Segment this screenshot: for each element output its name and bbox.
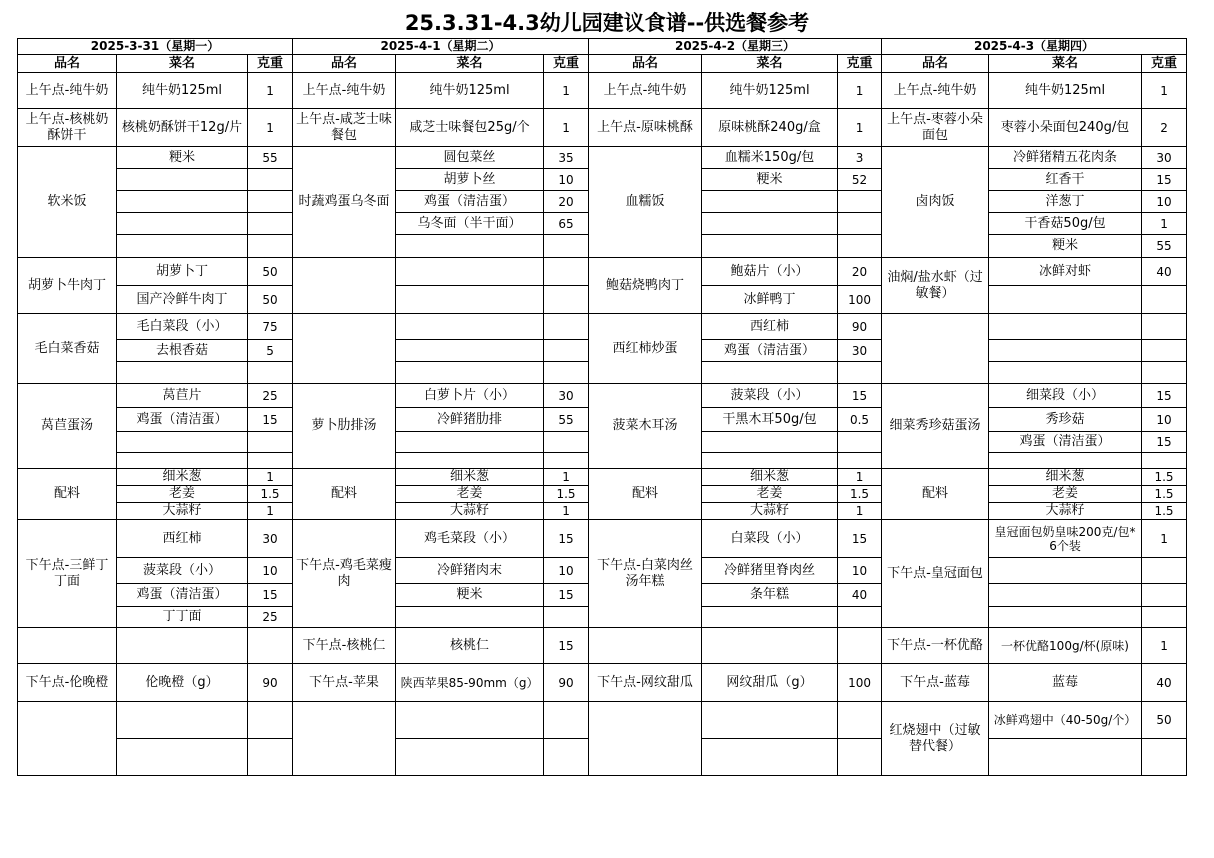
ingredient: 大蒜籽 bbox=[989, 503, 1142, 520]
weight: 5 bbox=[248, 340, 293, 362]
ingredient: 冷鲜猪精五花肉条 bbox=[989, 147, 1142, 169]
weight: 1.5 bbox=[1142, 503, 1187, 520]
weight: 90 bbox=[838, 314, 882, 340]
weight: 1 bbox=[1142, 520, 1187, 558]
empty-cell bbox=[838, 607, 882, 628]
ingredient: 冰鲜鸡翅中（40-50g/个） bbox=[989, 702, 1142, 739]
empty-cell bbox=[1142, 286, 1187, 314]
dish-name: 配料 bbox=[18, 469, 117, 520]
empty-cell bbox=[838, 453, 882, 469]
weight: 10 bbox=[544, 558, 589, 584]
dish-name: 下午点-白菜肉丝汤年糕 bbox=[589, 520, 702, 628]
empty-cell bbox=[396, 314, 544, 340]
dish-name: 萝卜肋排汤 bbox=[293, 384, 396, 469]
ingredient: 鸡蛋（清洁蛋） bbox=[989, 432, 1142, 453]
day-header: 2025-4-3（星期四） bbox=[882, 39, 1187, 55]
ingredient: 鲍菇片（小） bbox=[702, 258, 838, 286]
empty-cell bbox=[396, 739, 544, 776]
weight: 52 bbox=[838, 169, 882, 191]
menu-table bbox=[17, 38, 1187, 776]
ingredient: 鸡蛋（清洁蛋） bbox=[702, 340, 838, 362]
empty-cell bbox=[248, 628, 293, 664]
dish-name: 下午点-皇冠面包 bbox=[882, 520, 989, 628]
weight: 15 bbox=[838, 384, 882, 408]
weight: 1 bbox=[544, 73, 589, 109]
empty-cell bbox=[544, 235, 589, 258]
empty-cell bbox=[702, 607, 838, 628]
weight: 0.5 bbox=[838, 408, 882, 432]
empty-cell bbox=[18, 702, 117, 776]
col-header-ke: 克重 bbox=[544, 55, 589, 73]
ingredient: 粳米 bbox=[117, 147, 248, 169]
weight: 1 bbox=[248, 109, 293, 147]
dish-name: 胡萝卜牛肉丁 bbox=[18, 258, 117, 314]
empty-cell bbox=[293, 314, 396, 384]
empty-cell bbox=[702, 702, 838, 739]
weight: 1 bbox=[248, 469, 293, 486]
weight: 10 bbox=[838, 558, 882, 584]
ingredient: 老姜 bbox=[117, 486, 248, 503]
weight: 30 bbox=[248, 520, 293, 558]
weight: 30 bbox=[838, 340, 882, 362]
ingredient: 大蒜籽 bbox=[702, 503, 838, 520]
ingredient: 纯牛奶125ml bbox=[989, 73, 1142, 109]
empty-cell bbox=[589, 702, 702, 776]
weight: 1 bbox=[544, 469, 589, 486]
dish-name: 配料 bbox=[293, 469, 396, 520]
day-header: 2025-3-31（星期一） bbox=[18, 39, 293, 55]
ingredient: 莴苣片 bbox=[117, 384, 248, 408]
ingredient: 粳米 bbox=[396, 584, 544, 607]
weight: 1 bbox=[838, 73, 882, 109]
ingredient: 一杯优酪100g/杯(原味) bbox=[989, 628, 1142, 664]
ingredient: 菠菜段（小） bbox=[702, 384, 838, 408]
empty-cell bbox=[989, 558, 1142, 584]
dish-name: 西红柿炒蛋 bbox=[589, 314, 702, 384]
empty-cell bbox=[702, 191, 838, 213]
empty-cell bbox=[1142, 607, 1187, 628]
weight: 1.5 bbox=[544, 486, 589, 503]
ingredient: 干黑木耳50g/包 bbox=[702, 408, 838, 432]
empty-cell bbox=[248, 362, 293, 384]
ingredient: 去根香菇 bbox=[117, 340, 248, 362]
empty-cell bbox=[544, 340, 589, 362]
dish-name: 油焖/盐水虾（过敏餐） bbox=[882, 258, 989, 314]
ingredient: 鸡蛋（清洁蛋） bbox=[117, 408, 248, 432]
dish-name: 红烧翅中（过敏替代餐） bbox=[882, 702, 989, 776]
weight: 25 bbox=[248, 384, 293, 408]
weight: 90 bbox=[248, 664, 293, 702]
empty-cell bbox=[838, 191, 882, 213]
empty-cell bbox=[544, 607, 589, 628]
empty-cell bbox=[117, 739, 248, 776]
empty-cell bbox=[117, 702, 248, 739]
weight: 50 bbox=[1142, 702, 1187, 739]
ingredient: 网纹甜瓜（g） bbox=[702, 664, 838, 702]
dish-name: 下午点-伦晚橙 bbox=[18, 664, 117, 702]
empty-cell bbox=[18, 628, 117, 664]
ingredient: 咸芝士味餐包25g/个 bbox=[396, 109, 544, 147]
dish-name: 菠菜木耳汤 bbox=[589, 384, 702, 469]
ingredient: 纯牛奶125ml bbox=[396, 73, 544, 109]
weight: 1 bbox=[248, 73, 293, 109]
empty-cell bbox=[544, 702, 589, 739]
ingredient: 白菜段（小） bbox=[702, 520, 838, 558]
ingredient: 粳米 bbox=[989, 235, 1142, 258]
weight: 1 bbox=[544, 109, 589, 147]
weight: 10 bbox=[544, 169, 589, 191]
empty-cell bbox=[396, 607, 544, 628]
weight: 15 bbox=[1142, 169, 1187, 191]
empty-cell bbox=[396, 235, 544, 258]
weight: 75 bbox=[248, 314, 293, 340]
dish-name: 配料 bbox=[882, 469, 989, 520]
ingredient: 皇冠面包奶皇味200克/包*6个装 bbox=[989, 520, 1142, 558]
col-header-pin: 品名 bbox=[882, 55, 989, 73]
dish-name: 鲍菇烧鸭肉丁 bbox=[589, 258, 702, 314]
weight: 1.5 bbox=[1142, 469, 1187, 486]
ingredient: 西红柿 bbox=[702, 314, 838, 340]
weight: 2 bbox=[1142, 109, 1187, 147]
empty-cell bbox=[396, 286, 544, 314]
ingredient: 西红柿 bbox=[117, 520, 248, 558]
empty-cell bbox=[117, 169, 248, 191]
weight: 65 bbox=[544, 213, 589, 235]
empty-cell bbox=[248, 169, 293, 191]
weight: 1.5 bbox=[838, 486, 882, 503]
empty-cell bbox=[589, 628, 702, 664]
ingredient: 核桃奶酥饼干12g/片 bbox=[117, 109, 248, 147]
empty-cell bbox=[838, 213, 882, 235]
weight: 10 bbox=[248, 558, 293, 584]
weight: 10 bbox=[1142, 408, 1187, 432]
empty-cell bbox=[117, 453, 248, 469]
dish-name: 上午点-咸芝士味餐包 bbox=[293, 109, 396, 147]
weight: 1 bbox=[248, 503, 293, 520]
empty-cell bbox=[989, 314, 1142, 340]
empty-cell bbox=[248, 453, 293, 469]
dish-name: 下午点-苹果 bbox=[293, 664, 396, 702]
empty-cell bbox=[882, 314, 989, 384]
ingredient: 陕西苹果85-90mm（g） bbox=[396, 664, 544, 702]
empty-cell bbox=[838, 702, 882, 739]
ingredient: 鸡蛋（清洁蛋） bbox=[396, 191, 544, 213]
empty-cell bbox=[396, 258, 544, 286]
ingredient: 纯牛奶125ml bbox=[702, 73, 838, 109]
dish-name: 上午点-纯牛奶 bbox=[293, 73, 396, 109]
empty-cell bbox=[544, 314, 589, 340]
ingredient: 冷鲜猪肋排 bbox=[396, 408, 544, 432]
empty-cell bbox=[293, 702, 396, 776]
empty-cell bbox=[396, 432, 544, 453]
ingredient: 老姜 bbox=[702, 486, 838, 503]
ingredient: 条年糕 bbox=[702, 584, 838, 607]
weight: 1.5 bbox=[1142, 486, 1187, 503]
empty-cell bbox=[396, 340, 544, 362]
weight: 55 bbox=[248, 147, 293, 169]
weight: 55 bbox=[1142, 235, 1187, 258]
dish-name: 下午点-蓝莓 bbox=[882, 664, 989, 702]
ingredient: 冰鲜对虾 bbox=[989, 258, 1142, 286]
ingredient: 细米葱 bbox=[396, 469, 544, 486]
empty-cell bbox=[702, 432, 838, 453]
dish-name: 下午点-鸡毛菜瘦肉 bbox=[293, 520, 396, 628]
weight: 1 bbox=[838, 469, 882, 486]
ingredient: 原味桃酥240g/盒 bbox=[702, 109, 838, 147]
weight: 40 bbox=[1142, 258, 1187, 286]
ingredient: 胡萝卜丁 bbox=[117, 258, 248, 286]
weight: 3 bbox=[838, 147, 882, 169]
col-header-pin: 品名 bbox=[589, 55, 702, 73]
empty-cell bbox=[989, 584, 1142, 607]
ingredient: 冷鲜猪里脊肉丝 bbox=[702, 558, 838, 584]
empty-cell bbox=[117, 628, 248, 664]
dish-name: 细菜秀珍菇蛋汤 bbox=[882, 384, 989, 469]
ingredient: 粳米 bbox=[702, 169, 838, 191]
dish-name: 配料 bbox=[589, 469, 702, 520]
ingredient: 大蒜籽 bbox=[117, 503, 248, 520]
ingredient: 大蒜籽 bbox=[396, 503, 544, 520]
empty-cell bbox=[989, 739, 1142, 776]
ingredient: 鸡蛋（清洁蛋） bbox=[117, 584, 248, 607]
weight: 25 bbox=[248, 607, 293, 628]
empty-cell bbox=[396, 362, 544, 384]
dish-name: 上午点-原味桃酥 bbox=[589, 109, 702, 147]
ingredient: 干香菇50g/包 bbox=[989, 213, 1142, 235]
dish-name: 下午点-核桃仁 bbox=[293, 628, 396, 664]
empty-cell bbox=[989, 286, 1142, 314]
weight: 40 bbox=[838, 584, 882, 607]
empty-cell bbox=[838, 362, 882, 384]
ingredient: 细米葱 bbox=[989, 469, 1142, 486]
empty-cell bbox=[117, 432, 248, 453]
dish-name: 上午点-核桃奶酥饼干 bbox=[18, 109, 117, 147]
empty-cell bbox=[544, 453, 589, 469]
weight: 15 bbox=[1142, 432, 1187, 453]
weight: 15 bbox=[544, 520, 589, 558]
col-header-ke: 克重 bbox=[838, 55, 882, 73]
empty-cell bbox=[248, 191, 293, 213]
dish-name: 时蔬鸡蛋乌冬面 bbox=[293, 147, 396, 258]
empty-cell bbox=[989, 453, 1142, 469]
ingredient: 丁丁面 bbox=[117, 607, 248, 628]
col-header-cai: 菜名 bbox=[989, 55, 1142, 73]
weight: 90 bbox=[544, 664, 589, 702]
col-header-cai: 菜名 bbox=[396, 55, 544, 73]
weight: 35 bbox=[544, 147, 589, 169]
weight: 15 bbox=[544, 628, 589, 664]
ingredient: 蓝莓 bbox=[989, 664, 1142, 702]
ingredient: 老姜 bbox=[396, 486, 544, 503]
empty-cell bbox=[702, 213, 838, 235]
col-header-pin: 品名 bbox=[293, 55, 396, 73]
empty-cell bbox=[1142, 314, 1187, 340]
dish-name: 上午点-纯牛奶 bbox=[589, 73, 702, 109]
dish-name: 莴苣蛋汤 bbox=[18, 384, 117, 469]
weight: 100 bbox=[838, 286, 882, 314]
empty-cell bbox=[838, 628, 882, 664]
empty-cell bbox=[702, 235, 838, 258]
empty-cell bbox=[544, 258, 589, 286]
dish-name: 下午点-一杯优酪 bbox=[882, 628, 989, 664]
weight: 1 bbox=[544, 503, 589, 520]
weight: 50 bbox=[248, 286, 293, 314]
weight: 15 bbox=[544, 584, 589, 607]
empty-cell bbox=[838, 432, 882, 453]
weight: 1 bbox=[1142, 628, 1187, 664]
weight: 1.5 bbox=[248, 486, 293, 503]
weight: 1 bbox=[1142, 73, 1187, 109]
dish-name: 下午点-网纹甜瓜 bbox=[589, 664, 702, 702]
empty-cell bbox=[1142, 584, 1187, 607]
ingredient: 洋葱丁 bbox=[989, 191, 1142, 213]
empty-cell bbox=[396, 702, 544, 739]
empty-cell bbox=[117, 191, 248, 213]
weight: 20 bbox=[838, 258, 882, 286]
empty-cell bbox=[989, 607, 1142, 628]
ingredient: 红香干 bbox=[989, 169, 1142, 191]
day-header: 2025-4-1（星期二） bbox=[293, 39, 589, 55]
ingredient: 细米葱 bbox=[117, 469, 248, 486]
empty-cell bbox=[989, 362, 1142, 384]
empty-cell bbox=[702, 628, 838, 664]
weight: 100 bbox=[838, 664, 882, 702]
col-header-ke: 克重 bbox=[1142, 55, 1187, 73]
empty-cell bbox=[702, 453, 838, 469]
dish-name: 软米饭 bbox=[18, 147, 117, 258]
empty-cell bbox=[1142, 453, 1187, 469]
page-title: 25.3.31-4.3幼儿园建议食谱--供选餐参考 bbox=[404, 11, 810, 35]
dish-name: 血糯饭 bbox=[589, 147, 702, 258]
empty-cell bbox=[838, 235, 882, 258]
day-header: 2025-4-2（星期三） bbox=[589, 39, 882, 55]
dish-name: 下午点-三鲜丁丁面 bbox=[18, 520, 117, 628]
empty-cell bbox=[248, 702, 293, 739]
dish-name: 上午点-纯牛奶 bbox=[882, 73, 989, 109]
empty-cell bbox=[248, 432, 293, 453]
dish-name: 毛白菜香菇 bbox=[18, 314, 117, 384]
empty-cell bbox=[544, 432, 589, 453]
ingredient: 伦晚橙（g） bbox=[117, 664, 248, 702]
weight: 15 bbox=[248, 408, 293, 432]
ingredient: 毛白菜段（小） bbox=[117, 314, 248, 340]
empty-cell bbox=[1142, 558, 1187, 584]
empty-cell bbox=[117, 362, 248, 384]
weight: 15 bbox=[248, 584, 293, 607]
empty-cell bbox=[1142, 340, 1187, 362]
empty-cell bbox=[544, 739, 589, 776]
ingredient: 乌冬面（半干面） bbox=[396, 213, 544, 235]
weight: 30 bbox=[1142, 147, 1187, 169]
empty-cell bbox=[702, 739, 838, 776]
col-header-cai: 菜名 bbox=[702, 55, 838, 73]
ingredient: 核桃仁 bbox=[396, 628, 544, 664]
ingredient: 血糯米150g/包 bbox=[702, 147, 838, 169]
weight: 55 bbox=[544, 408, 589, 432]
dish-name: 上午点-纯牛奶 bbox=[18, 73, 117, 109]
weight: 15 bbox=[1142, 384, 1187, 408]
ingredient: 秀珍菇 bbox=[989, 408, 1142, 432]
weight: 30 bbox=[544, 384, 589, 408]
dish-name: 上午点-枣蓉小朵面包 bbox=[882, 109, 989, 147]
empty-cell bbox=[248, 739, 293, 776]
weight: 50 bbox=[248, 258, 293, 286]
empty-cell bbox=[117, 235, 248, 258]
empty-cell bbox=[989, 340, 1142, 362]
ingredient: 冷鲜猪肉末 bbox=[396, 558, 544, 584]
weight: 40 bbox=[1142, 664, 1187, 702]
ingredient: 细米葱 bbox=[702, 469, 838, 486]
ingredient: 老姜 bbox=[989, 486, 1142, 503]
empty-cell bbox=[293, 258, 396, 314]
ingredient: 国产冷鲜牛肉丁 bbox=[117, 286, 248, 314]
dish-name: 卤肉饭 bbox=[882, 147, 989, 258]
empty-cell bbox=[248, 235, 293, 258]
col-header-cai: 菜名 bbox=[117, 55, 248, 73]
weight: 15 bbox=[838, 520, 882, 558]
ingredient: 胡萝卜丝 bbox=[396, 169, 544, 191]
weight: 1 bbox=[1142, 213, 1187, 235]
empty-cell bbox=[117, 213, 248, 235]
empty-cell bbox=[396, 453, 544, 469]
col-header-ke: 克重 bbox=[248, 55, 293, 73]
weight: 10 bbox=[1142, 191, 1187, 213]
weight: 20 bbox=[544, 191, 589, 213]
ingredient: 细菜段（小） bbox=[989, 384, 1142, 408]
col-header-pin: 品名 bbox=[18, 55, 117, 73]
empty-cell bbox=[838, 739, 882, 776]
ingredient: 圆包菜丝 bbox=[396, 147, 544, 169]
ingredient: 冰鲜鸭丁 bbox=[702, 286, 838, 314]
ingredient: 白萝卜片（小） bbox=[396, 384, 544, 408]
empty-cell bbox=[702, 362, 838, 384]
ingredient: 纯牛奶125ml bbox=[117, 73, 248, 109]
weight: 1 bbox=[838, 503, 882, 520]
ingredient: 菠菜段（小） bbox=[117, 558, 248, 584]
empty-cell bbox=[544, 286, 589, 314]
empty-cell bbox=[1142, 739, 1187, 776]
empty-cell bbox=[544, 362, 589, 384]
ingredient: 枣蓉小朵面包240g/包 bbox=[989, 109, 1142, 147]
ingredient: 鸡毛菜段（小） bbox=[396, 520, 544, 558]
weight: 1 bbox=[838, 109, 882, 147]
empty-cell bbox=[248, 213, 293, 235]
empty-cell bbox=[1142, 362, 1187, 384]
